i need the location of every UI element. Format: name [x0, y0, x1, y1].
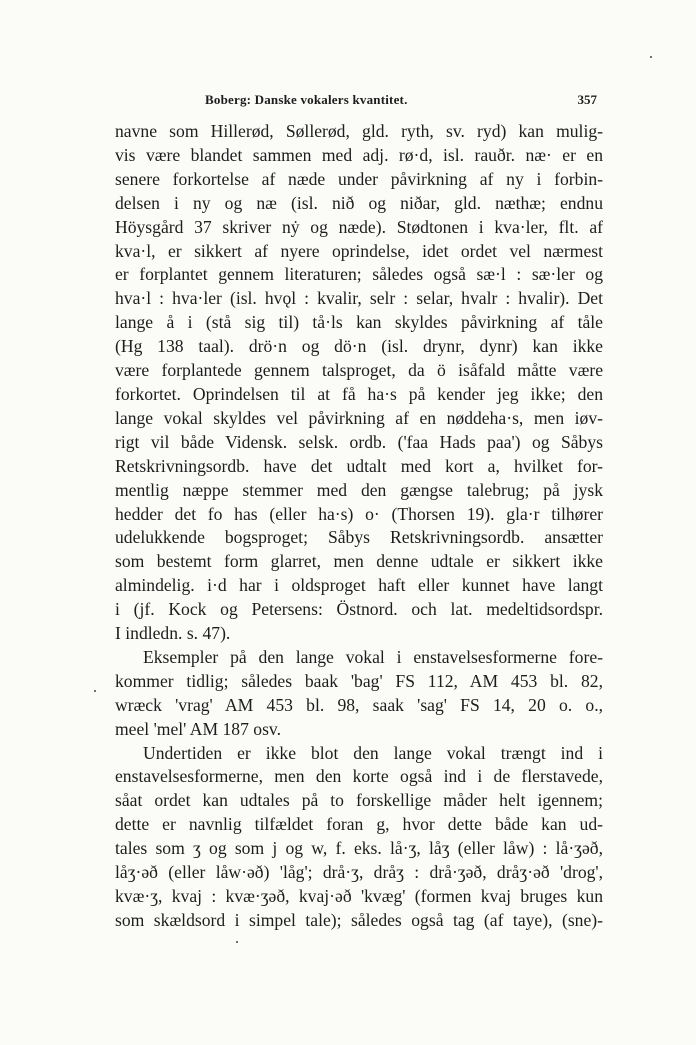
text-line: senere forkortelse af næde under påvirkning af ny i forbin- [115, 168, 603, 189]
paper-speck [650, 56, 652, 58]
text-line: låʒ·əð (eller låw·əð) 'låg'; drå·ʒ, dråʒ : drå·ʒəð, dråʒ·əð 'drog', [115, 862, 603, 883]
text-line: i (jf. Kock og Petersens: Östnord. och lat. medeltidsordspr. [115, 599, 603, 620]
text-line: lange vokal skyldes vel påvirkning af en nøddeha·s, men iøv- [115, 407, 603, 428]
text-line: udelukkende bogsproget; Såbys Retskrivningsordb. ansætter [115, 527, 603, 548]
text-line: rigt vil både Vidensk. selsk. ordb. ('faa Hads paa') og Såbys [115, 431, 603, 452]
text-line: almindelig. i·d har i oldsproget haft eller kunnet have langt [115, 575, 603, 596]
body-text [115, 120, 603, 933]
running-header [205, 92, 597, 114]
text-line: navne som Hillerød, Søllerød, gld. ryth, sv. ryd) kan mulig- [115, 121, 603, 141]
text-line: kommer tidlig; således baak 'bag' FS 112, AM 453 bl. 82, [115, 670, 603, 691]
text-line: som skældsord i simpel tale); således også tag (af taye), (sne)- [115, 909, 603, 930]
text-line: som bestemt form glarret, men denne udtale er sikkert ikke [115, 551, 603, 572]
text-line: Höysgård 37 skriver nẏ og næde). Stødtonen i kva·ler, flt. af [115, 216, 603, 237]
paragraph-start-line: Eksempler på den lange vokal i enstavelsesformerne fore- [143, 646, 603, 667]
paragraph-end-line: meel 'mel' AM 187 osv. [115, 718, 281, 739]
text-line: delsen i ny og næ (isl. nið og niðar, gld. næthæ; endnu [115, 192, 603, 213]
text-line: såat ordet kan udtales på to forskellige måder helt igennem; [115, 790, 603, 811]
text-line: lange å i (stå sig til) tå·ls kan skyldes påvirkning af tåle [115, 312, 603, 333]
paper-speck [236, 941, 238, 943]
paragraph-start-line: Undertiden er ikke blot den lange vokal trængt ind i [143, 742, 603, 763]
page-number: 357 [577, 92, 597, 107]
text-line: forkortet. Oprindelsen til at få ha·s på kender jeg ikke; den [115, 383, 603, 404]
text-line: være forplantede gennem talsproget, da ö isåfald måtte være [115, 360, 603, 381]
paragraph-end-line: I indledn. s. 47). [115, 623, 231, 644]
text-line: (Hg 138 taal). drö·n og dö·n (isl. drynr, dynr) kan ikke [115, 336, 603, 357]
text-line: tales som ʒ og som j og w, f. eks. lå·ʒ, låʒ (eller låw) : lå·ʒəð, [115, 838, 603, 859]
text-line: dette er navnlig tilfældet foran g, hvor dette både kan ud- [115, 814, 603, 835]
text-line: wræck 'vrag' AM 453 bl. 98, saak 'sag' FS 14, 20 o. o., [115, 694, 603, 715]
text-line: mentlig næppe stemmer med den gængse talebrug; på jysk [115, 479, 603, 500]
text-line: kva·l, er sikkert af nyere oprindelse, idet ordet vel nærmest [115, 240, 603, 261]
text-line: vis være blandet sammen med adj. rø·d, isl. rauðr. næ· er en [115, 144, 603, 165]
text-line: kvæ·ʒ, kvaj : kvæ·ʒəð, kvaj·əð 'kvæg' (formen kvaj bruges kun [115, 886, 603, 906]
paper-speck [94, 690, 96, 692]
text-line: er forplantet gennem literaturen; således også sæ·l : sæ·ler og [115, 264, 603, 285]
text-line: enstavelsesformerne, men den korte også ind i de flerstavede, [115, 766, 603, 787]
text-line: Retskrivningsordb. have det udtalt med kort a, hvilket for- [115, 455, 603, 476]
text-line: hva·l : hva·ler (isl. hvǫl : kvalir, selr : selar, hvalr : hvalir). Det [115, 288, 603, 309]
running-title: Boberg: Danske vokalers kvantitet. [205, 92, 408, 107]
text-line: hedder det fo has (eller ha·s) o· (Thorsen 19). gla·r tilhører [115, 503, 603, 524]
